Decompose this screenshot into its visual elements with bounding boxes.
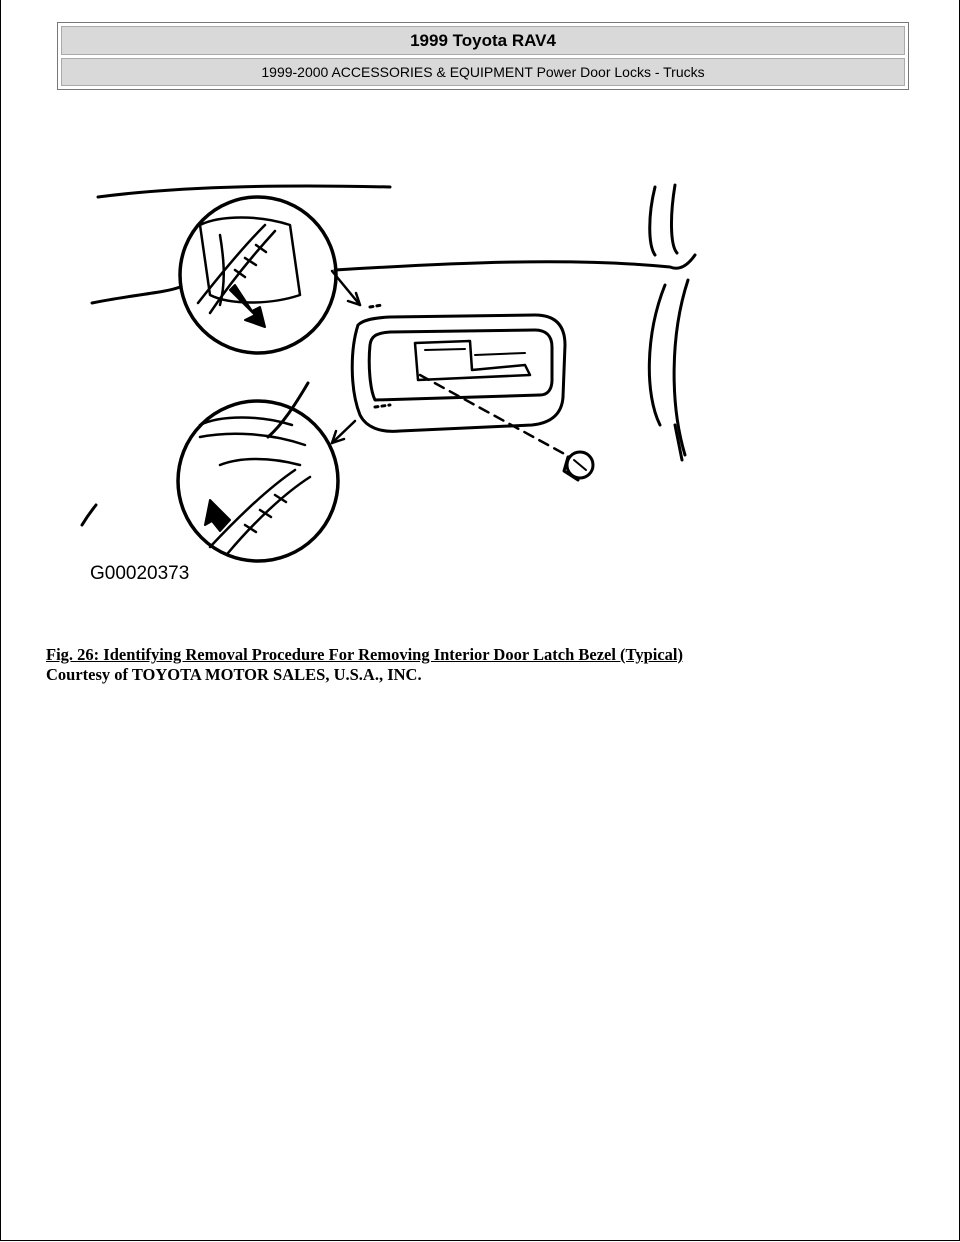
figure-caption[interactable]: Fig. 26: Identifying Removal Procedure For Removing Interior Door Latch Bezel (Typical) <box>46 645 683 664</box>
document-subtitle: 1999-2000 ACCESSORIES & EQUIPMENT Power Door Locks - Trucks <box>61 58 905 86</box>
figure-courtesy: Courtesy of TOYOTA MOTOR SALES, U.S.A., INC. <box>46 665 422 684</box>
document-header <box>57 22 909 90</box>
door-latch-bezel-illustration <box>70 175 720 595</box>
figure-code: G00020373 <box>90 563 190 584</box>
document-title: 1999 Toyota RAV4 <box>61 26 905 55</box>
